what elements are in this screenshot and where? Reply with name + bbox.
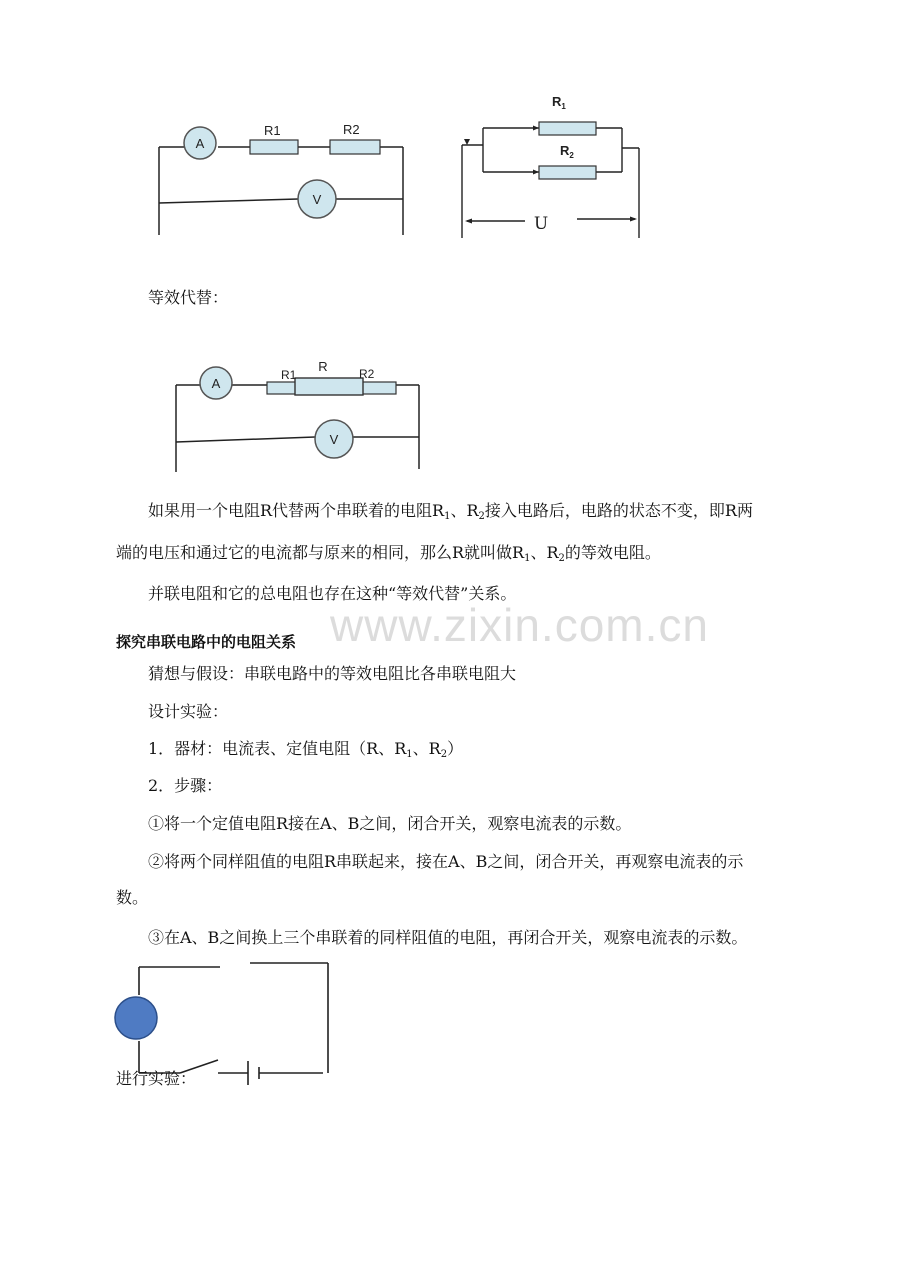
paragraph-parallel-note: 并联电阻和它的总电阻也存在这种“等效代替”关系。 (148, 584, 517, 603)
ammeter-label: A (195, 136, 205, 151)
resistor-r2 (362, 382, 396, 394)
resistor-r1 (539, 122, 596, 135)
resistor-r2-label: $R_2$ (560, 143, 574, 160)
step-1: ①将一个定值电阻R接在A、B之间，闭合开关，观察电流表的示数。 (148, 814, 632, 833)
resistor-r2-label: R2 (359, 367, 375, 381)
resistor-r-label: R (318, 359, 328, 374)
resistor-r2 (330, 140, 380, 154)
ammeter-icon (115, 997, 157, 1039)
resistor-r1 (267, 382, 297, 394)
resistor-r2 (539, 166, 596, 179)
resistor-r1-label: $R_1$ (552, 94, 566, 111)
ammeter-label: A (211, 376, 221, 391)
resistor-r2-label: R2 (343, 122, 360, 137)
equivalent-circuit-diagram (165, 355, 430, 475)
conduct-label: 进行实验： (116, 1069, 197, 1088)
resistor-r1-label: R1 (281, 368, 297, 382)
resistor-r1 (250, 140, 298, 154)
step-2-line1: ②将两个同样阻值的电阻R串联起来，接在A、B之间，闭合开关，再观察电流表的示 (148, 852, 744, 871)
parallel-circuit-diagram (455, 90, 650, 240)
step-2-line2: 数。 (116, 888, 149, 907)
steps-label: 2．步骤： (148, 776, 223, 795)
paragraph-definition-line2: 端的电压和通过它的电流都与原来的相同，那么R就叫做$R_1$、$R_2$的等效电阻。 (116, 543, 661, 564)
equivalent-label: 等效代替： (148, 288, 229, 307)
equipment-line: 1．器材：电流表、定值电阻（R、$R_1$、$R_2$） (148, 739, 464, 760)
voltmeter-label: V (312, 192, 322, 207)
paragraph-definition-line1: 如果用一个电阻R代替两个串联着的电阻$R_1$、$R_2$接入电路后，电路的状态不变，即R两 (148, 501, 753, 522)
watermark: www.zixin.com.cn (330, 599, 709, 651)
voltage-label: U (533, 214, 549, 234)
resistor-r1-label: R1 (264, 123, 281, 138)
series-circuit-diagram (150, 115, 420, 240)
section-heading: 探究串联电路中的电阻关系 (116, 633, 297, 651)
step-3: ③在A、B之间换上三个串联着的同样阻值的电阻，再闭合开关，观察电流表的示数。 (148, 928, 748, 947)
hypothesis-line: 猜想与假设：串联电路中的等效电阻比各串联电阻大 (148, 664, 517, 683)
voltmeter-label: V (329, 432, 339, 447)
design-label: 设计实验： (148, 702, 229, 721)
resistor-r (295, 378, 363, 395)
